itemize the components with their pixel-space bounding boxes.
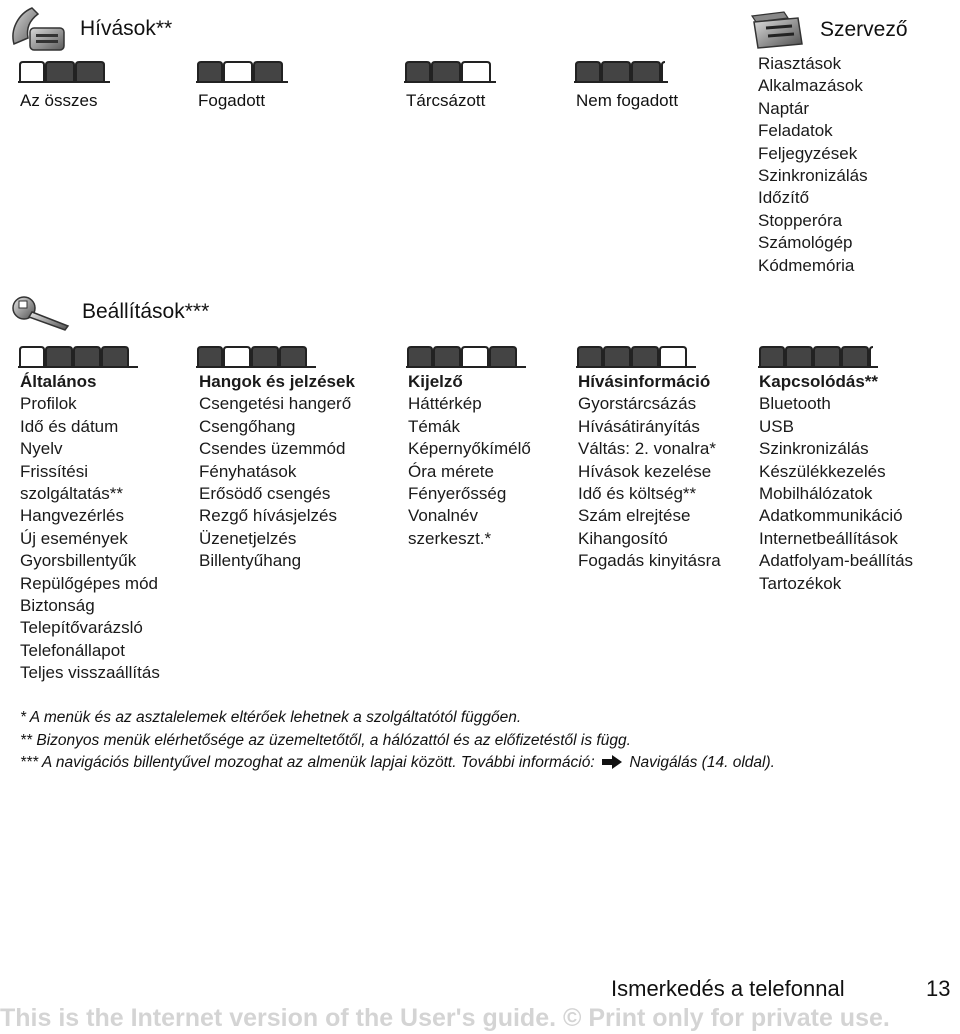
list-item: Hangvezérlés [20,506,124,526]
calls-phone-icon [8,4,70,54]
list-item: Fényhatások [199,461,297,481]
list-item: Mobilhálózatok [759,484,873,504]
calls-tabs-graphic-2 [196,58,288,84]
footnote-1: * A menük és az asztalelemek eltérőek lehetnek a szolgáltatótól függően. [20,709,522,726]
organizer-list [758,53,868,277]
list-item: Billentyűhang [199,551,302,571]
organizer-item: Naptár [758,98,810,118]
organizer-item: Feladatok [758,121,833,141]
list-item: szerkeszt.* [408,528,492,548]
list-item: Adatfolyam-beállítás [759,551,914,571]
settings-column-calls-info [578,371,721,573]
list-item: Szám elrejtése [578,506,691,526]
footnote-2: ** Bizonyos menük elérhetősége az üzemeltetőtől, a hálózattól és az előfizetéstől is függ. [20,731,631,749]
footnote-3-text: *** A navigációs billentyűvel mozoghat az almenük lapjai között. További információ: [20,754,595,771]
list-item: Új események [20,528,128,548]
organizer-item: Feljegyzések [758,143,858,163]
column-header: Kapcsolódás** [759,372,879,391]
list-item: Üzenetjelzés [199,528,297,548]
settings-wrench-icon [10,292,72,332]
list-item: Óra mérete [408,461,494,481]
organizer-item: Riasztások [758,54,842,73]
list-item: Nyelv [20,439,63,459]
calls-tab-missed: Nem fogadott [576,91,679,110]
list-item: Témák [408,416,460,436]
column-header: Általános [20,372,97,391]
organizer-item: Stopperóra [758,210,843,230]
organizer-title: Szervező [820,18,908,41]
list-item: Rezgő hívásjelzés [199,506,337,526]
footer-section-title: Ismerkedés a telefonnal [611,976,845,1001]
settings-column-connectivity [759,371,913,595]
list-item: Telepítővarázsló [20,618,143,638]
arrow-right-icon [601,754,623,777]
list-item: Erősödő csengés [199,484,331,504]
list-item: Csengetési hangerő [199,394,352,414]
footnote-3 [20,752,775,777]
column-header: Hívásinformáció [578,372,711,391]
footnote-3-link[interactable]: Navigálás (14. oldal). [629,754,775,771]
list-item: Fényerősség [408,484,507,504]
settings-tabs-graphic-2 [196,343,318,369]
calls-tabs-graphic-4 [574,58,670,84]
list-item: Kihangosító [578,528,668,548]
calls-tab-dialled: Tárcsázott [406,91,486,110]
list-item: Fogadás kinyitásra [578,551,721,571]
list-item: Bluetooth [759,394,831,414]
list-item: Hívásátirányítás [578,416,700,436]
calls-tabs-graphic-1 [18,58,110,84]
list-item: Idő és dátum [20,416,119,436]
watermark: This is the Internet version of the User's guide. © Print only for private use. [0,1004,890,1032]
organizer-item: Számológép [758,233,853,253]
list-item: Profilok [20,394,77,414]
organizer-item: Időzítő [758,188,810,208]
column-header: Hangok és jelzések [199,372,355,391]
list-item: Internetbeállítások [759,528,898,548]
list-item: Frissítési [20,461,88,481]
calls-tabs-graphic-3 [404,58,496,84]
footnotes [20,707,775,777]
settings-title: Beállítások*** [82,300,210,323]
list-item: Gyorsbillentyűk [20,551,137,571]
calls-tab-received: Fogadott [198,91,266,110]
list-item: Csendes üzemmód [199,439,346,459]
organizer-briefcase-icon [748,8,806,50]
list-item: Adatkommunikáció [759,506,903,526]
settings-column-sounds [199,371,355,573]
calls-title: Hívások** [80,17,173,40]
list-item: szolgáltatás** [20,484,124,504]
list-item: Háttérkép [408,394,482,414]
list-item: Készülékkezelés [759,461,886,481]
settings-tabs-graphic-4 [576,343,698,369]
settings-column-general [20,371,160,685]
list-item: Szinkronizálás [759,439,869,459]
list-item: Gyorstárcsázás [578,394,697,414]
list-item: USB [759,416,794,436]
column-header: Kijelző [408,372,463,391]
list-item: Váltás: 2. vonalra* [578,439,716,459]
list-item: Repülőgépes mód [20,573,158,593]
settings-tabs-graphic-5 [758,343,880,369]
list-item: Tartozékok [759,573,842,593]
settings-tabs-graphic-3 [406,343,528,369]
list-item: Idő és költség** [578,484,697,504]
settings-column-display [408,371,531,550]
organizer-item: Szinkronizálás [758,166,868,186]
settings-tabs-graphic-1 [18,343,140,369]
list-item: Teljes visszaállítás [20,663,160,683]
list-item: Biztonság [20,596,95,616]
list-item: Telefonállapot [20,640,125,660]
list-item: Képernyőkímélő [408,439,531,459]
page-number: 13 [926,976,951,1001]
organizer-item: Kódmemória [758,255,855,275]
calls-tab-all: Az összes [20,91,98,110]
list-item: Csengőhang [199,416,296,436]
list-item: Vonalnév [408,506,478,526]
organizer-item: Alkalmazások [758,76,863,96]
list-item: Hívások kezelése [578,461,712,481]
